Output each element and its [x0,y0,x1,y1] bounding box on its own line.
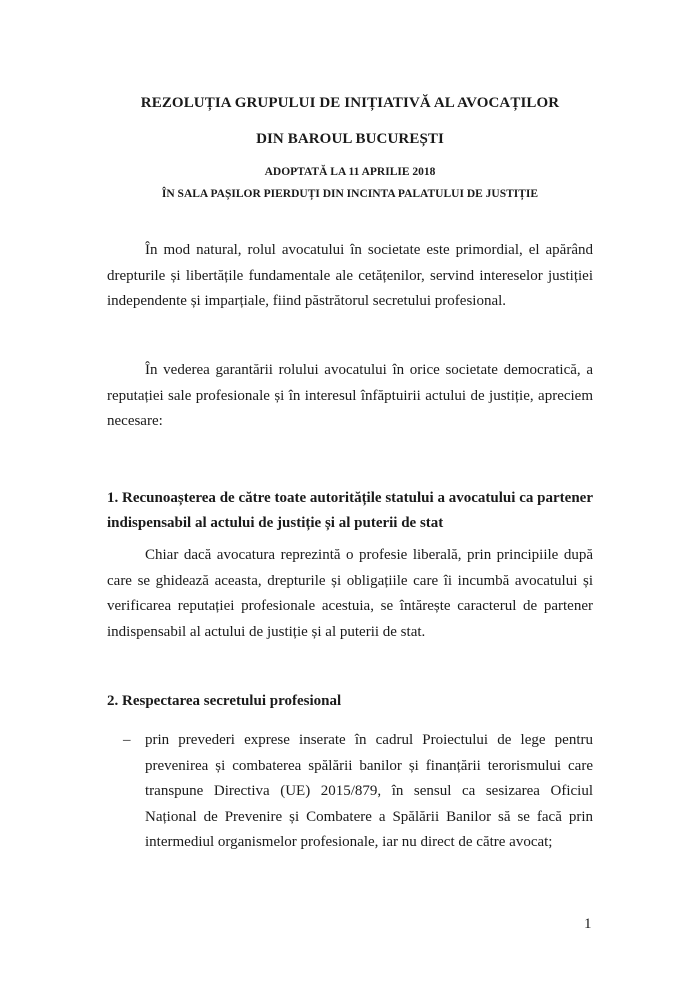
intro-paragraph-1: În mod natural, rolul avocatului în societate este primordial, el apărând drepturile și libertățile fundamentale ale cetățenilor, servind intereselor justiției independente și imparțiale, fiind păstrătorul secretului profesional. [107,242,593,309]
section-1-body: Chiar dacă avocatura reprezintă o profesie liberală, prin principiile după care se ghidează aceasta, drepturile și obligațiile care îi incumbă avocatului și verificarea reputației profesionale acestuia, se întărește caracterul de partener indispensabil al actului de justiție și al puterii de stat. [107,547,593,640]
document-title-line-2: DIN BAROUL BUCUREȘTI [256,131,444,147]
section-2-heading: 2. Respectarea secretului profesional [107,693,342,709]
document-title-line-1: REZOLUȚIA GRUPULUI DE INIȚIATIVĂ AL AVOCAȚILOR [140,95,560,111]
list-item [107,728,593,856]
page-number: 1 [584,916,592,932]
section-2-list [107,728,593,856]
list-item-text: prin prevederi exprese inserate în cadrul Proiectului de lege pentru prevenirea și combaterea spălării banilor și finanțării terorismului care transpune Directiva (UE) 2015/879, în sensul ca sesizarea Oficiul Național de Prevenire și Combatere a Spălării Banilor să se facă prin intermediul organismelor profesionale, iar nu direct de către avocat; [145,732,593,850]
intro-paragraph-2: În vederea garantării rolului avocatului în orice societate democratică, a reputației sale profesionale și în interesul înfăptuirii actului de justiție, apreciem necesare: [107,362,593,429]
bullet-marker: – [123,732,131,748]
adoption-date: ADOPTATĂ LA 11 APRILIE 2018 [264,166,436,178]
adoption-location: ÎN SALA PAȘILOR PIERDUȚI DIN INCINTA PALATULUI DE JUSTIȚIE [161,188,539,200]
section-1-heading: 1. Recunoașterea de către toate autoritățile statului a avocatului ca partener indispensabil al actului de justiție și al puterii de stat [107,490,593,531]
